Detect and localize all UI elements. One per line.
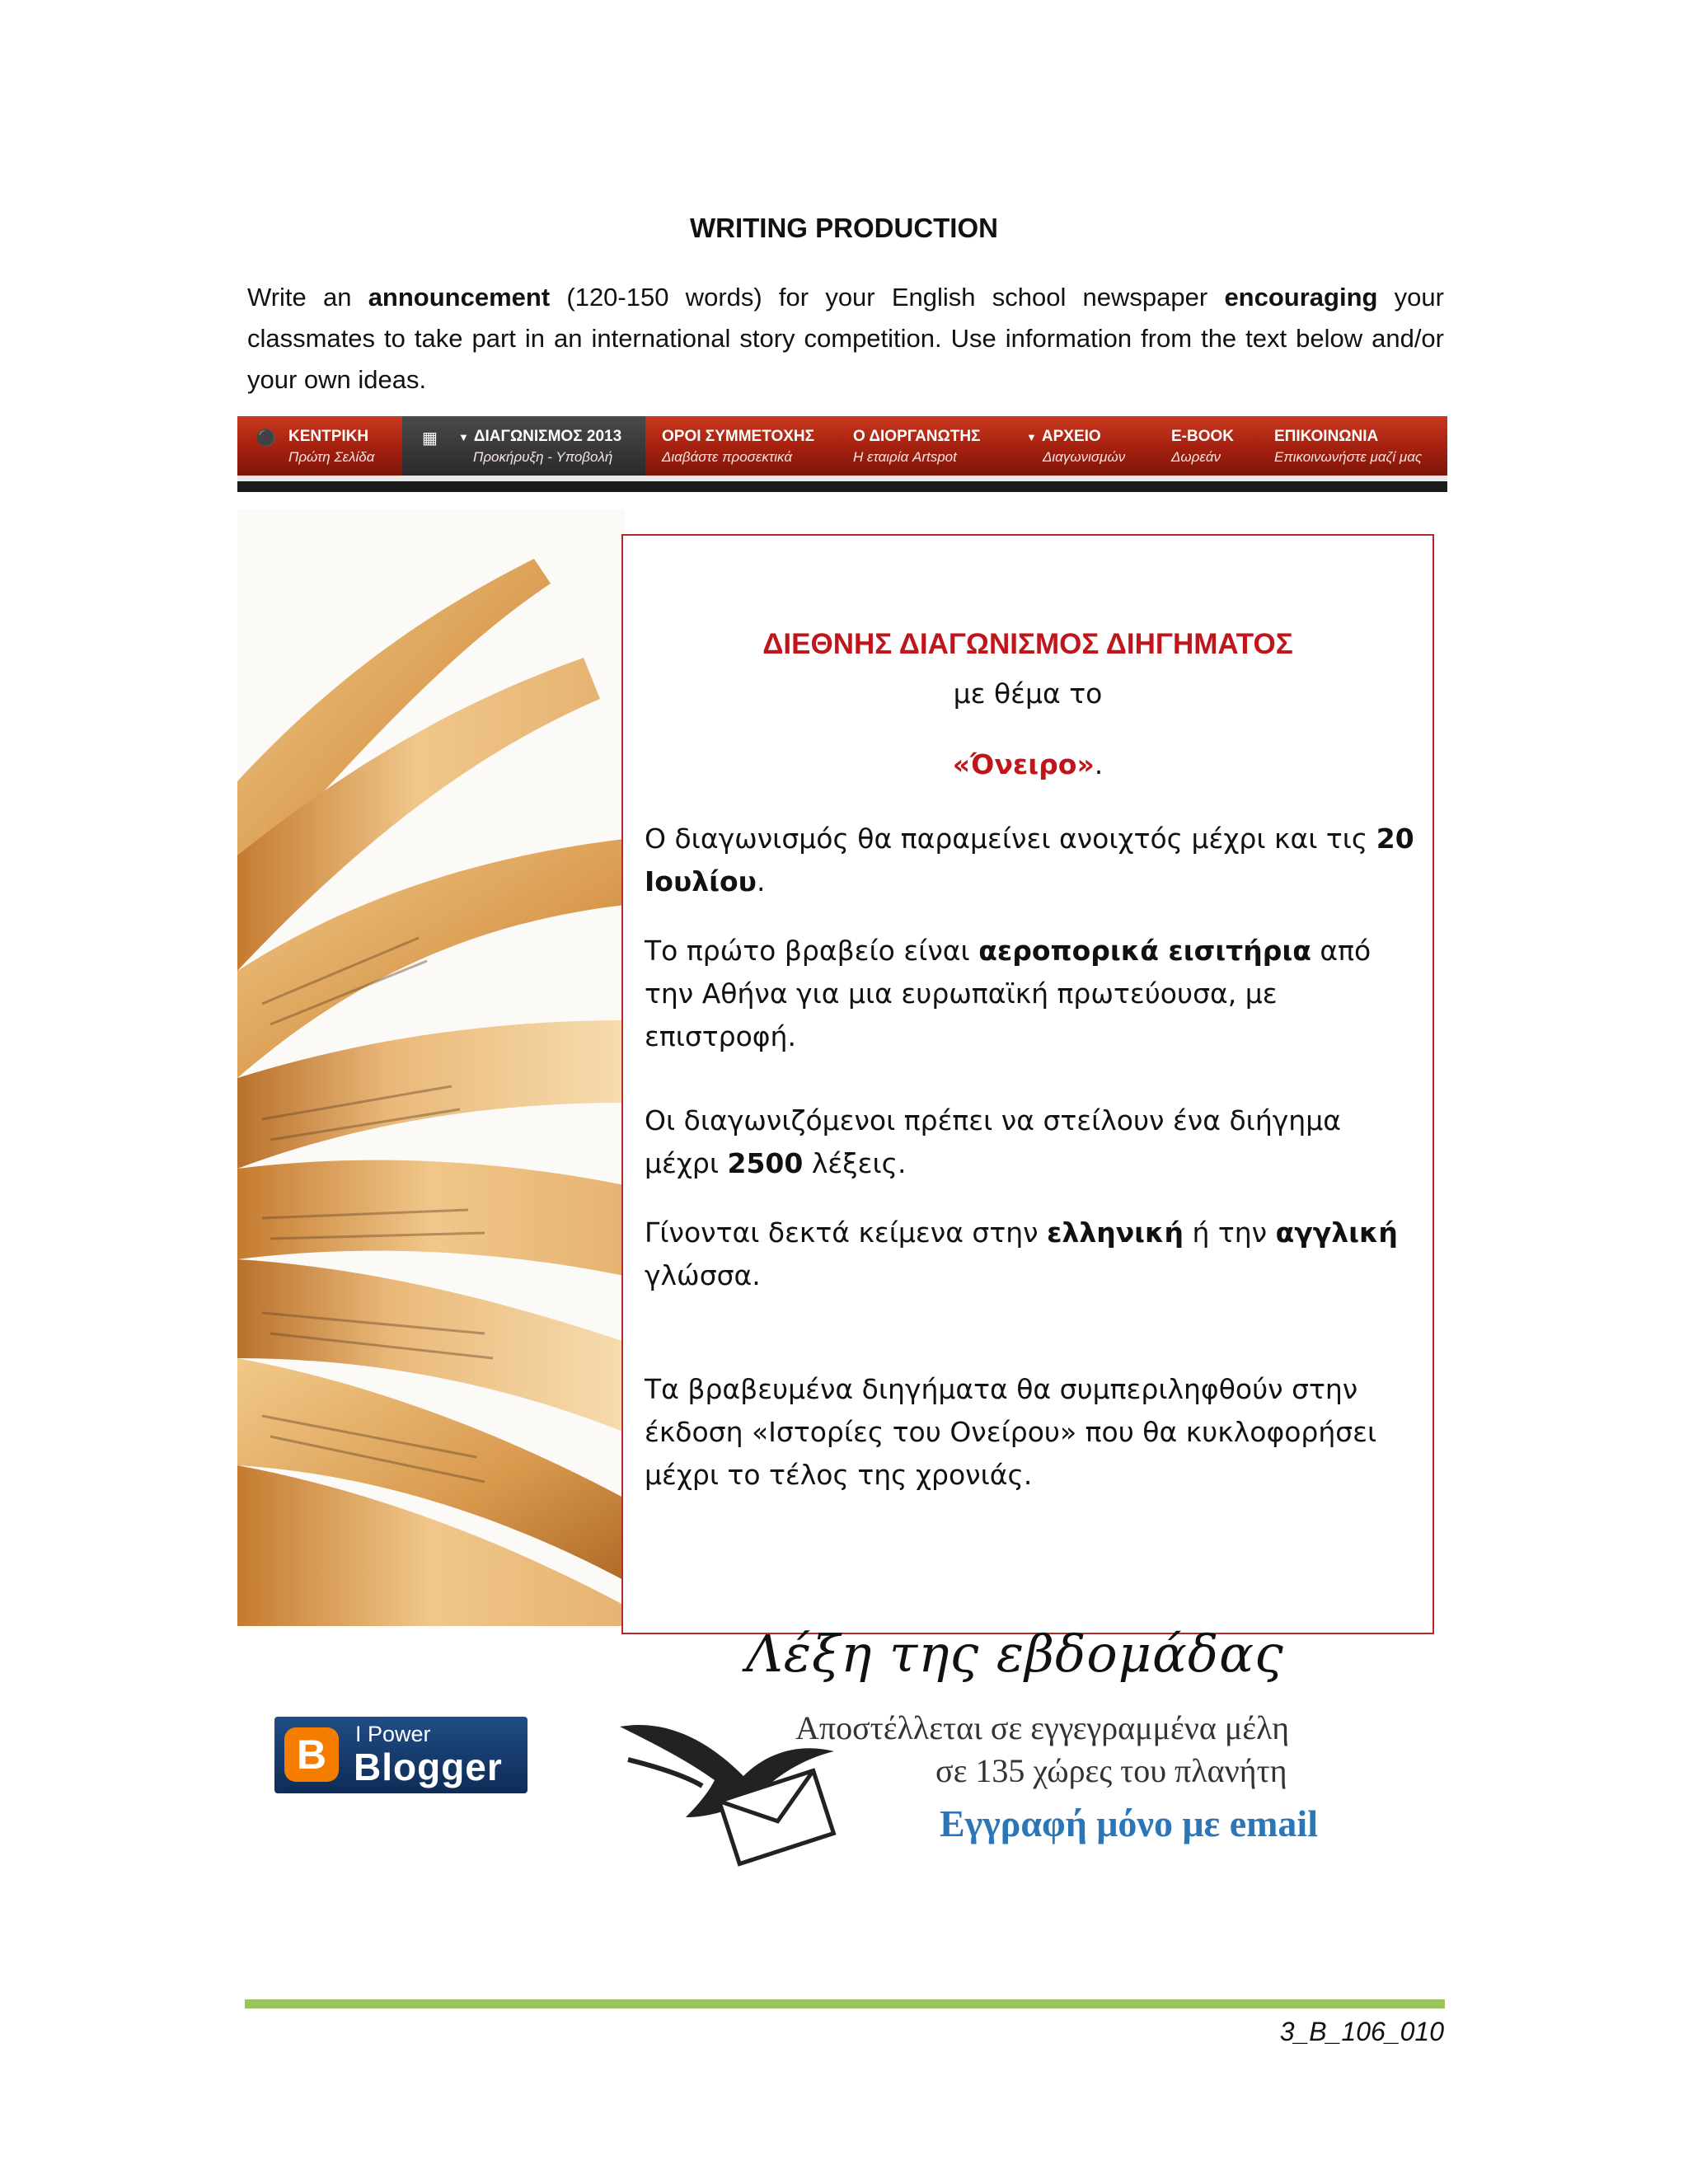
section-heading: WRITING PRODUCTION <box>690 213 998 243</box>
blogger-logo-icon: B <box>284 1727 339 1782</box>
document-code: 3_B_106_010 <box>1279 2017 1444 2046</box>
nav-item-terms[interactable]: ΟΡΟΙ ΣΥΜΜΕΤΟΧΗΣ Διαβάστε προσεκτικά <box>662 428 815 465</box>
card-theme: «Όνειρο». <box>952 748 1104 780</box>
card-title: ΔΙΕΘΝΗΣ ΔΙΑΓΩΝΙΣΜΟΣ ΔΙΗΓΗΜΑΤΟΣ <box>762 628 1293 660</box>
footer-rule <box>245 1999 1445 2008</box>
open-book-image <box>237 509 625 1626</box>
nav-item-archive[interactable]: ▼ ΑΡΧΕΙΟ Διαγωνισμών <box>1026 428 1126 465</box>
card-subtitle: με θέμα το <box>953 677 1103 710</box>
nav-divider <box>237 476 1447 481</box>
card-paragraph-prize: Το πρώτο βραβείο είναι αεροπορικά εισιτήρια από την Αθήνα για μια ευρωπαϊκή πρωτεύουσα, με επιστροφή. <box>645 935 1372 1052</box>
nav-item-ebook[interactable]: E-BOOK Δωρεάν <box>1171 428 1234 465</box>
card-paragraph-deadline: Ο διαγωνισμός θα παραμείνει ανοιχτός μέχρι και τις 20 Ιουλίου. <box>645 823 1414 898</box>
nav-item-organizer[interactable]: Ο ΔΙΟΡΓΑΝΩΤΗΣ Η εταιρία Artspot <box>853 428 981 465</box>
word-of-week-title: Λέξη της εβδομάδας <box>746 1624 1284 1684</box>
word-of-week-line-2: σε 135 χώρες του πλανήτη <box>935 1752 1287 1789</box>
task-instructions: Write an announcement (120-150 words) for your English school newspaper encouraging your classmates to take part in an international story competition. Use information from the text below and/or your own ideas. <box>247 283 1444 394</box>
nav-item-home[interactable]: ⚫ ΚΕΝΤΡΙΚΗ Πρώτη Σελίδα <box>256 428 375 465</box>
contest-notice-card <box>621 534 1434 1634</box>
book-pages-illustration <box>237 509 625 1626</box>
card-paragraph-length: Οι διαγωνιζόμενοι πρέπει να στείλουν ένα διήγημα μέχρι 2500 λέξεις. <box>645 1104 1341 1179</box>
chevron-down-icon: ▼ <box>458 431 469 443</box>
word-of-week-line-1: Αποστέλλεται σε εγγεγραμμένα μέλη <box>795 1709 1290 1746</box>
card-paragraph-language: Γίνονται δεκτά κείμενα στην ελληνική ή την αγγλική γλώσσα. <box>645 1216 1398 1291</box>
email-signup-link[interactable]: Εγγραφή μόνο με email <box>940 1802 1318 1844</box>
nav-item-contact[interactable]: ΕΠΙΚΟΙΝΩΝΙΑ Επικοινωνήστε μαζί μας <box>1274 428 1423 465</box>
blogger-badge[interactable]: B I Power Blogger <box>274 1717 528 1793</box>
site-nav-bar <box>237 416 1447 476</box>
home-icon: ⚫ <box>256 429 276 448</box>
card-paragraph-publication: Τα βραβευμένα διηγήματα θα συμπεριληφθούν στην έκδοση «Ιστορίες του Ονείρου» που θα κυκλοφορήσει μέχρι το τέλος της χρονιάς. <box>645 1373 1377 1491</box>
chevron-down-icon: ▼ <box>1026 431 1037 443</box>
nav-bottom-bar <box>237 481 1447 492</box>
document-icon: ▦ <box>422 429 438 448</box>
nav-item-contest-2013[interactable]: ▦ ▼ ΔΙΑΓΩΝΙΣΜΟΣ 2013 Προκήρυξη - Υποβολή <box>402 416 645 476</box>
